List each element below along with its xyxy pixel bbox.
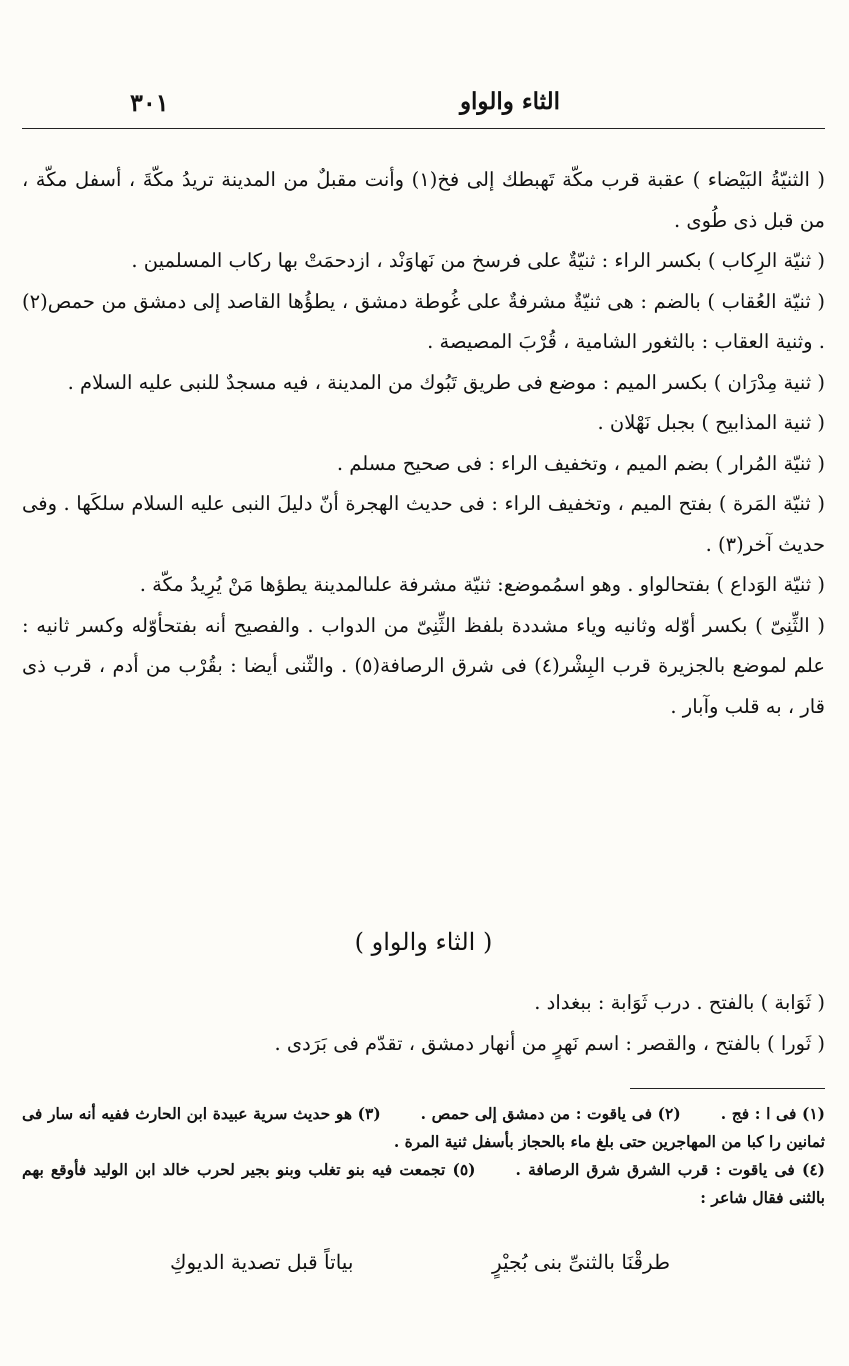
footnote-1: (١) فى ا : فج . [720,1104,825,1123]
main-text [22,160,825,727]
verse-hemistich-first: طرقْنَا بالثنىِّ بنى بُجيْرٍ [491,1250,670,1274]
footnote-rule [630,1088,825,1089]
poetry-verse [170,1244,670,1280]
running-head [130,88,750,118]
running-title: الثاء والواو [459,88,560,115]
entry-paragraph: ( الثِّنِىّ ) بكسر أوّله وثانيه وياء مشددة بلفظ الثِّنِىّ من الدواب . والفصيح أنه بفتحأوّله وكسر ثانيه : علم لموضع بالجزيرة قرب البِشْر(٤) فى شرق الرصافة(٥) . والثّنى أيضا : بقُرْب من أدم ، قرب ذى قار ، به قلب وآبار . [22,613,826,718]
footnotes [22,1100,825,1212]
section-heading: ( الثاء والواو ) [354,928,493,956]
footnote-4: (٤) فى ياقوت : قرب الشرق شرق الرصافة . [515,1160,826,1179]
section-entries [22,982,825,1064]
footnote-3: (٣) هو حديث سرية عبيدة ابن الحارث ففيه أنه سار فى ثمانين را كبا من المهاجرين حتى بلغ ماء بالحجاز بأسفل ثنية المرة . [22,1104,825,1151]
page-number: ٣٠١ [130,88,169,117]
entry-paragraph: ( ثنيّة الوَداع ) بفتحالواو . وهو اسمُموضع: ثنيّة مشرفة علىالمدينة يطؤها مَنْ يُرِيدُ مكّة . [139,573,825,596]
entry-paragraph: ( ثَورا ) بالفتح ، والقصر : اسم نَهرٍ من أنهار دمشق ، تقدّم فى بَرَدى . [274,1032,825,1055]
footnote-2: (٢) فى ياقوت : من دمشق إلى حمص . [420,1104,681,1123]
entry-paragraph: ( ثنيّة المُرار ) بضم الميم ، وتخفيف الراء : فى صحيح مسلم . [336,451,825,475]
footnote-line [22,1100,825,1156]
entry-paragraph: ( ثَوَابة ) بالفتح . درب ثَوَابة : ببغداد . [534,991,825,1014]
verse-hemistich-second: بياتاً قبل تصدية الديوكِ [170,1250,354,1274]
footnote-5: (٥) تجمعت فيه بنو تغلب وبنو بجير لحرب خالد ابن الوليد فأوقع بهم بالثنى فقال شاعر : [22,1160,825,1207]
footnote-line [22,1156,825,1212]
header-rule [22,128,825,129]
entry-paragraph: ( ثنية المذابيح ) بجبل نَهْلان . [597,411,825,434]
entry-paragraph: ( الثنيّةُ البَيْضاء ) عقبة قرب مكّة تَهبطك إلى فخ(١) وأنت مقبلٌ من المدينة تريدُ مكّةَ ، أسفل مكّة ، من قبل ذى طُوى . [22,168,825,232]
entry-paragraph: ( ثنيّة الرِكاب ) بكسر الراء : ثنيّةٌ على فرسخ من نَهاوَنْد ، ازدحمَتْ بها ركاب المسلمين . [131,249,825,272]
entry-paragraph: ( ثنية مِدْرَان ) بكسر الميم : موضع فى طريق تَبُوك من المدينة ، فيه مسجدٌ للنبى عليه السلام . [67,370,825,394]
entry-paragraph: ( ثنيّة العُقاب ) بالضم : هى ثنيّةٌ مشرفةٌ على غُوطة دمشق ، يطؤُها القاصد إلى دمشق من حمص(٢) . وثنية العقاب : بالثغور الشامية ، قُرْبَ المصيصة . [22,289,825,353]
entry-paragraph: ( ثنيّة المَرة ) بفتح الميم ، وتخفيف الراء : فى حديث الهجرة أنّ دليلَ النبى عليه السلام سلكَها . وفى حديث آخر(٣) . [22,492,825,556]
